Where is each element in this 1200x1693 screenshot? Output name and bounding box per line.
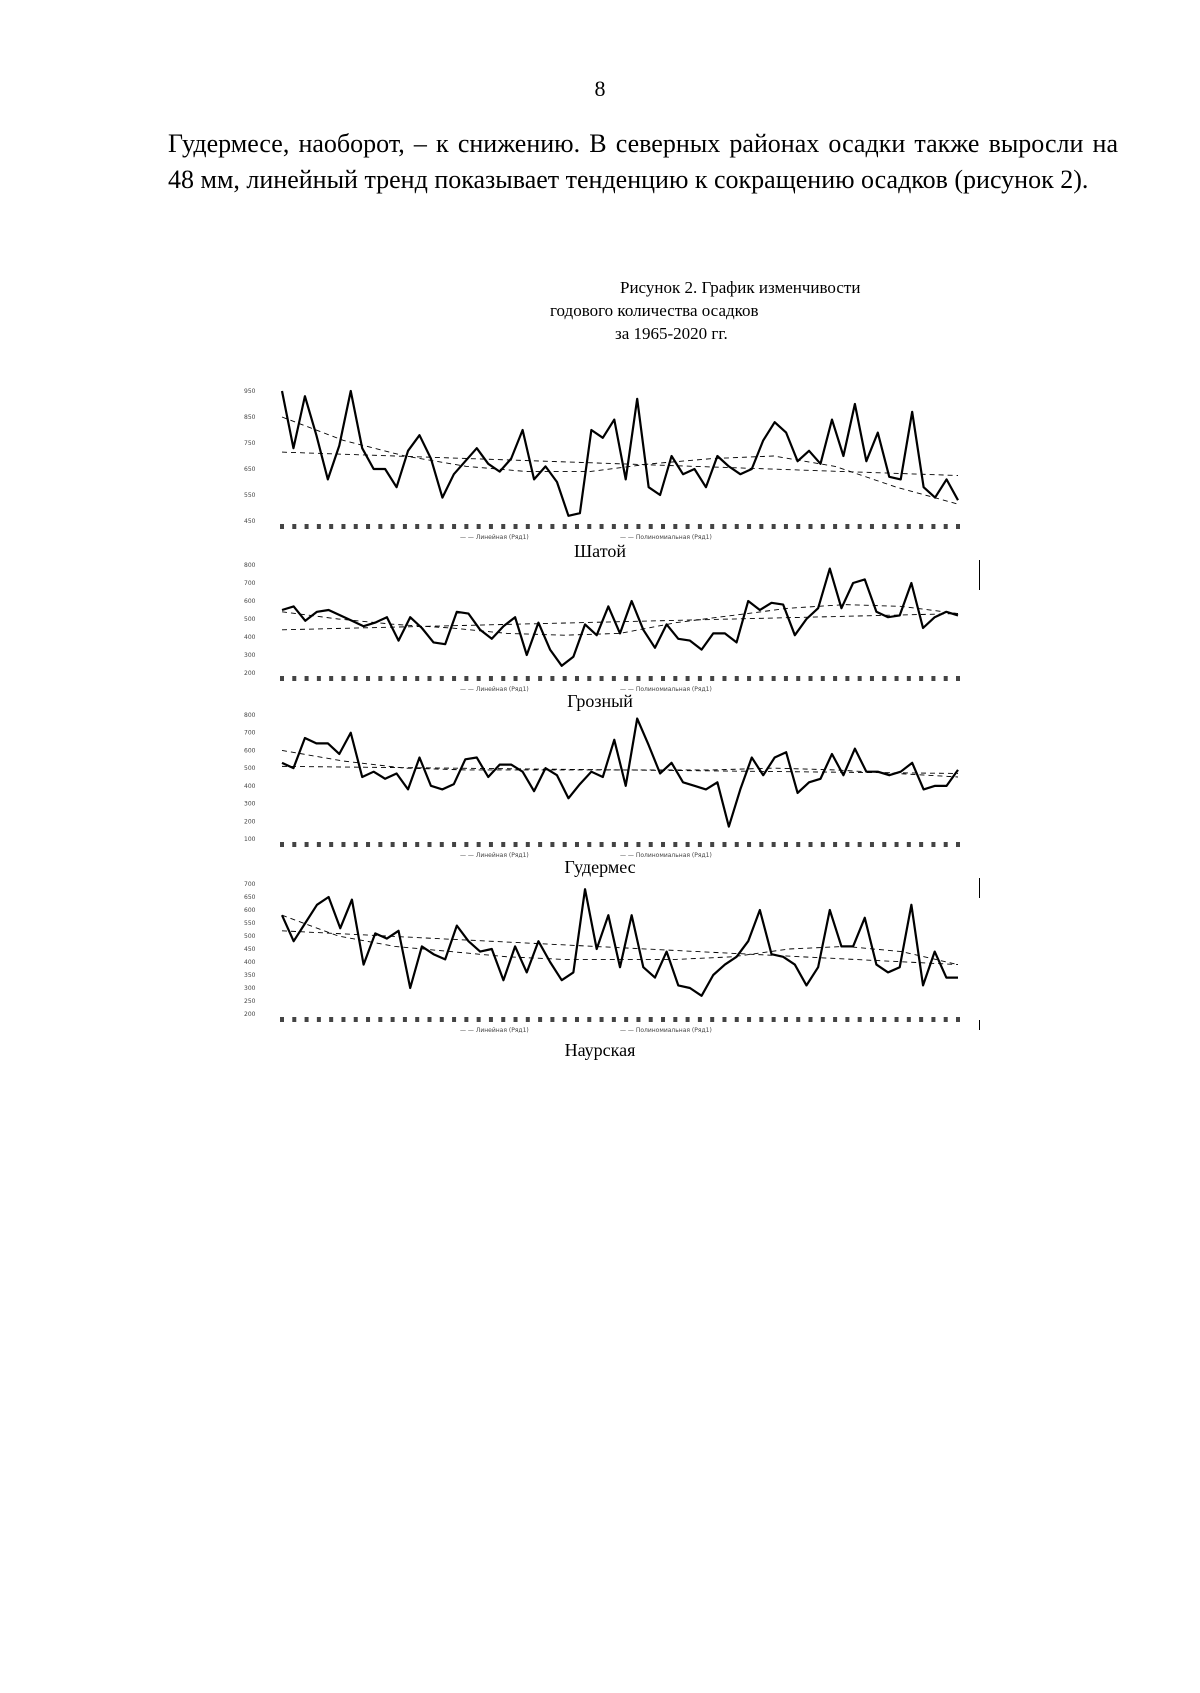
x-tick-label	[673, 1017, 677, 1022]
x-tick-label	[710, 842, 714, 847]
x-tick-label	[305, 1017, 309, 1022]
y-tick-label: 200	[244, 818, 256, 826]
linear-trend-line	[282, 452, 958, 475]
x-tick-label	[895, 676, 899, 681]
x-tick-label	[809, 1017, 813, 1022]
x-tick-label	[698, 842, 702, 847]
x-tick-label	[845, 1017, 849, 1022]
y-tick-label: 350	[244, 972, 256, 979]
x-tick-label	[944, 1017, 948, 1022]
x-tick-label	[526, 524, 530, 529]
x-tick-label	[661, 842, 665, 847]
x-tick-label	[391, 676, 395, 681]
x-tick-label	[882, 524, 886, 529]
x-tick-label	[427, 676, 431, 681]
x-tick-label	[391, 524, 395, 529]
x-tick-label	[452, 1017, 456, 1022]
x-tick-label	[440, 1017, 444, 1022]
chart-gudermes	[240, 711, 970, 859]
x-tick-label	[477, 676, 481, 681]
x-tick-label	[477, 524, 481, 529]
x-tick-label	[489, 1017, 493, 1022]
x-tick-label	[845, 842, 849, 847]
body-paragraph: Гудермесе, наоборот, – к снижению. В северных районах осадки также выросли на 48 мм, линейный тренд показывает тенденцию к сокращению осадков (рисунок 2).	[168, 129, 1118, 194]
x-tick-label	[403, 676, 407, 681]
x-tick-label	[784, 1017, 788, 1022]
x-tick-label	[673, 842, 677, 847]
x-tick-label	[895, 524, 899, 529]
x-tick-label	[833, 676, 837, 681]
x-tick-label	[415, 676, 419, 681]
legend-entry: — — Линейная (Ряд1)	[460, 1027, 529, 1034]
x-tick-label	[440, 524, 444, 529]
x-tick-label	[784, 842, 788, 847]
x-tick-label	[563, 1017, 567, 1022]
x-tick-label	[280, 524, 284, 529]
chart-title-gudermes: Гудермес	[564, 857, 636, 877]
x-tick-label	[378, 676, 382, 681]
x-tick-label	[686, 842, 690, 847]
x-tick-label	[341, 842, 345, 847]
x-tick-label	[514, 524, 518, 529]
x-tick-label	[931, 1017, 935, 1022]
x-tick-label	[882, 1017, 886, 1022]
x-tick-label	[575, 1017, 579, 1022]
x-tick-label	[722, 1017, 726, 1022]
chart-naurskaya	[240, 880, 970, 1035]
x-tick-label	[514, 1017, 518, 1022]
x-tick-label	[956, 842, 960, 847]
x-tick-label	[329, 524, 333, 529]
x-tick-label	[858, 842, 862, 847]
x-tick-label	[329, 676, 333, 681]
x-tick-label	[907, 842, 911, 847]
x-tick-label	[895, 1017, 899, 1022]
x-tick-label	[895, 842, 899, 847]
legend-entry: — — Полиномиальная (Ряд1)	[620, 852, 712, 859]
x-tick-label	[759, 1017, 763, 1022]
y-tick-label: 700	[244, 729, 256, 737]
x-tick-label	[784, 676, 788, 681]
x-tick-label	[735, 524, 739, 529]
x-tick-label	[600, 676, 604, 681]
x-tick-label	[735, 676, 739, 681]
legend-entry: — — Линейная (Ряд1)	[460, 534, 529, 541]
x-tick-label	[649, 1017, 653, 1022]
x-tick-label	[292, 842, 296, 847]
page-number: 8	[594, 76, 606, 101]
x-tick-label	[415, 1017, 419, 1022]
x-tick-label	[440, 676, 444, 681]
x-tick-label	[575, 524, 579, 529]
x-tick-label	[821, 524, 825, 529]
legend-entry: — — Линейная (Ряд1)	[460, 852, 529, 859]
x-tick-label	[526, 842, 530, 847]
x-tick-label	[809, 676, 813, 681]
x-tick-label	[772, 524, 776, 529]
scan-mark	[979, 878, 980, 898]
x-tick-label	[341, 1017, 345, 1022]
x-tick-label	[759, 524, 763, 529]
y-tick-label: 500	[244, 765, 256, 773]
x-tick-label	[772, 842, 776, 847]
x-tick-label	[575, 676, 579, 681]
x-tick-label	[870, 524, 874, 529]
y-tick-label: 600	[244, 598, 256, 605]
series-line	[282, 889, 958, 996]
x-tick-label	[587, 1017, 591, 1022]
chart-grozny	[240, 561, 970, 691]
x-tick-label	[624, 676, 628, 681]
caption-line-2: годового количества осадков	[550, 301, 759, 320]
x-tick-label	[341, 676, 345, 681]
x-tick-label	[772, 1017, 776, 1022]
x-tick-label	[833, 842, 837, 847]
x-tick-label	[538, 524, 542, 529]
y-tick-label: 200	[244, 670, 256, 677]
x-tick-label	[378, 842, 382, 847]
x-tick-label	[772, 676, 776, 681]
x-tick-label	[735, 842, 739, 847]
x-tick-label	[956, 1017, 960, 1022]
x-tick-label	[415, 524, 419, 529]
x-tick-label	[329, 1017, 333, 1022]
x-tick-label	[587, 842, 591, 847]
x-tick-label	[612, 1017, 616, 1022]
x-tick-label	[956, 524, 960, 529]
y-tick-label: 300	[244, 652, 256, 659]
x-tick-label	[821, 842, 825, 847]
x-tick-label	[280, 842, 284, 847]
x-tick-label	[796, 1017, 800, 1022]
x-tick-label	[624, 1017, 628, 1022]
x-tick-label	[624, 524, 628, 529]
x-tick-label	[514, 676, 518, 681]
x-tick-label	[919, 524, 923, 529]
x-tick-label	[944, 676, 948, 681]
x-tick-label	[403, 524, 407, 529]
y-tick-label: 450	[244, 518, 256, 525]
chart-shatoi	[240, 387, 970, 542]
x-tick-label	[698, 1017, 702, 1022]
x-tick-label	[477, 1017, 481, 1022]
x-tick-label	[636, 676, 640, 681]
x-tick-label	[944, 524, 948, 529]
x-tick-label	[759, 842, 763, 847]
chart-title-shatoi: Шатой	[574, 541, 626, 561]
x-tick-label	[796, 676, 800, 681]
x-tick-label	[858, 524, 862, 529]
x-tick-label	[661, 676, 665, 681]
x-tick-label	[427, 1017, 431, 1022]
x-tick-label	[550, 524, 554, 529]
x-tick-label	[563, 524, 567, 529]
x-tick-label	[366, 1017, 370, 1022]
series-line	[282, 569, 958, 666]
y-tick-label: 200	[244, 1011, 256, 1018]
x-tick-label	[514, 842, 518, 847]
x-tick-label	[403, 1017, 407, 1022]
x-tick-label	[354, 676, 358, 681]
x-tick-label	[722, 842, 726, 847]
x-tick-label	[391, 1017, 395, 1022]
x-tick-label	[735, 1017, 739, 1022]
y-tick-label: 750	[244, 440, 256, 447]
x-tick-label	[366, 524, 370, 529]
x-tick-label	[698, 524, 702, 529]
x-tick-label	[931, 524, 935, 529]
x-tick-label	[378, 524, 382, 529]
x-tick-label	[612, 842, 616, 847]
x-tick-label	[907, 676, 911, 681]
x-tick-label	[427, 842, 431, 847]
x-tick-label	[600, 1017, 604, 1022]
x-tick-label	[354, 524, 358, 529]
legend-entry: — — Линейная (Ряд1)	[460, 686, 529, 693]
x-tick-label	[821, 676, 825, 681]
y-tick-label: 850	[244, 414, 256, 421]
x-tick-label	[686, 524, 690, 529]
y-tick-label: 550	[244, 920, 256, 927]
x-tick-label	[673, 524, 677, 529]
x-tick-label	[501, 524, 505, 529]
x-tick-label	[305, 524, 309, 529]
x-tick-label	[661, 524, 665, 529]
y-tick-label: 400	[244, 634, 256, 641]
x-tick-label	[600, 842, 604, 847]
x-tick-label	[747, 842, 751, 847]
x-tick-label	[673, 676, 677, 681]
y-tick-label: 400	[244, 782, 256, 790]
x-tick-label	[489, 842, 493, 847]
x-tick-label	[391, 842, 395, 847]
x-tick-label	[415, 842, 419, 847]
x-tick-label	[907, 1017, 911, 1022]
x-tick-label	[649, 524, 653, 529]
x-tick-label	[944, 842, 948, 847]
polynomial-trend-line	[282, 417, 958, 504]
x-tick-label	[661, 1017, 665, 1022]
x-tick-label	[526, 1017, 530, 1022]
x-tick-label	[538, 1017, 542, 1022]
x-tick-label	[464, 676, 468, 681]
x-tick-label	[317, 676, 321, 681]
x-tick-label	[292, 524, 296, 529]
x-tick-label	[882, 842, 886, 847]
scan-mark	[979, 560, 980, 590]
x-tick-label	[636, 1017, 640, 1022]
x-tick-label	[501, 1017, 505, 1022]
x-tick-label	[833, 524, 837, 529]
x-tick-label	[845, 676, 849, 681]
y-tick-label: 650	[244, 466, 256, 473]
figure-caption	[480, 276, 880, 345]
x-tick-label	[612, 524, 616, 529]
x-tick-label	[366, 842, 370, 847]
x-tick-label	[452, 524, 456, 529]
x-tick-label	[870, 676, 874, 681]
y-tick-label: 450	[244, 946, 256, 953]
x-tick-label	[600, 524, 604, 529]
x-tick-label	[464, 842, 468, 847]
x-tick-label	[317, 524, 321, 529]
x-tick-label	[452, 842, 456, 847]
x-tick-label	[354, 842, 358, 847]
y-tick-label: 300	[244, 800, 256, 808]
y-tick-label: 950	[244, 388, 256, 395]
x-tick-label	[870, 842, 874, 847]
y-tick-label: 650	[244, 894, 256, 901]
x-tick-label	[292, 1017, 296, 1022]
x-tick-label	[317, 842, 321, 847]
y-tick-label: 800	[244, 712, 256, 719]
x-tick-label	[919, 842, 923, 847]
x-tick-label	[858, 676, 862, 681]
x-tick-label	[870, 1017, 874, 1022]
x-tick-label	[710, 524, 714, 529]
x-tick-label	[722, 676, 726, 681]
x-tick-label	[292, 676, 296, 681]
x-tick-label	[587, 676, 591, 681]
series-line	[282, 719, 958, 827]
x-tick-label	[575, 842, 579, 847]
x-tick-label	[796, 524, 800, 529]
x-tick-label	[501, 842, 505, 847]
x-tick-label	[919, 1017, 923, 1022]
x-tick-label	[427, 524, 431, 529]
series-line	[282, 391, 958, 516]
x-tick-label	[526, 676, 530, 681]
x-tick-label	[378, 1017, 382, 1022]
x-tick-label	[489, 524, 493, 529]
x-tick-label	[956, 676, 960, 681]
x-tick-label	[919, 676, 923, 681]
y-tick-label: 500	[244, 933, 256, 940]
y-tick-label: 400	[244, 959, 256, 966]
x-tick-label	[329, 842, 333, 847]
legend-entry: — — Полиномиальная (Ряд1)	[620, 1027, 712, 1034]
x-tick-label	[501, 676, 505, 681]
x-tick-label	[710, 1017, 714, 1022]
x-tick-label	[464, 524, 468, 529]
y-tick-label: 300	[244, 985, 256, 992]
x-tick-label	[907, 524, 911, 529]
x-tick-label	[587, 524, 591, 529]
y-tick-label: 700	[244, 881, 256, 888]
x-tick-label	[366, 676, 370, 681]
caption-line-1: Рисунок 2. График изменчивости	[620, 278, 861, 297]
chart-title-grozny: Грозный	[567, 691, 633, 711]
x-tick-label	[845, 524, 849, 529]
y-tick-label: 600	[244, 907, 256, 914]
x-tick-label	[489, 676, 493, 681]
x-tick-label	[354, 1017, 358, 1022]
linear-trend-line	[282, 614, 958, 630]
linear-trend-line	[282, 766, 958, 773]
x-tick-label	[649, 676, 653, 681]
y-tick-label: 250	[244, 998, 256, 1005]
x-tick-label	[710, 676, 714, 681]
x-tick-label	[563, 842, 567, 847]
y-tick-label: 700	[244, 580, 256, 587]
x-tick-label	[833, 1017, 837, 1022]
x-tick-label	[280, 1017, 284, 1022]
x-tick-label	[931, 676, 935, 681]
x-tick-label	[759, 676, 763, 681]
legend-entry: — — Полиномиальная (Ряд1)	[620, 534, 712, 541]
x-tick-label	[477, 842, 481, 847]
y-tick-label: 100	[244, 836, 256, 843]
x-tick-label	[882, 676, 886, 681]
x-tick-label	[538, 842, 542, 847]
x-tick-label	[747, 524, 751, 529]
x-tick-label	[649, 842, 653, 847]
x-tick-label	[550, 676, 554, 681]
x-tick-label	[858, 1017, 862, 1022]
x-tick-label	[809, 524, 813, 529]
x-tick-label	[686, 676, 690, 681]
x-tick-label	[305, 842, 309, 847]
x-tick-label	[636, 524, 640, 529]
x-tick-label	[305, 676, 309, 681]
x-tick-label	[452, 676, 456, 681]
x-tick-label	[280, 676, 284, 681]
x-tick-label	[563, 676, 567, 681]
y-tick-label: 600	[244, 747, 256, 755]
x-tick-label	[440, 842, 444, 847]
x-tick-label	[809, 842, 813, 847]
x-tick-label	[686, 1017, 690, 1022]
x-tick-label	[698, 676, 702, 681]
x-tick-label	[747, 676, 751, 681]
x-tick-label	[550, 842, 554, 847]
y-tick-label: 500	[244, 616, 256, 623]
x-tick-label	[624, 842, 628, 847]
x-tick-label	[341, 524, 345, 529]
chart-title-naurskaya: Наурская	[564, 1040, 636, 1060]
x-tick-label	[464, 1017, 468, 1022]
x-tick-label	[931, 842, 935, 847]
x-tick-label	[550, 1017, 554, 1022]
x-tick-label	[612, 676, 616, 681]
x-tick-label	[317, 1017, 321, 1022]
x-tick-label	[796, 842, 800, 847]
x-tick-label	[636, 842, 640, 847]
x-tick-label	[784, 524, 788, 529]
x-tick-label	[821, 1017, 825, 1022]
legend-entry: — — Полиномиальная (Ряд1)	[620, 686, 712, 693]
x-tick-label	[722, 524, 726, 529]
scan-mark	[979, 1020, 980, 1030]
x-tick-label	[538, 676, 542, 681]
y-tick-label: 800	[244, 562, 256, 569]
caption-line-3: за 1965-2020 гг.	[615, 324, 728, 343]
x-tick-label	[403, 842, 407, 847]
y-tick-label: 550	[244, 492, 256, 499]
x-tick-label	[747, 1017, 751, 1022]
